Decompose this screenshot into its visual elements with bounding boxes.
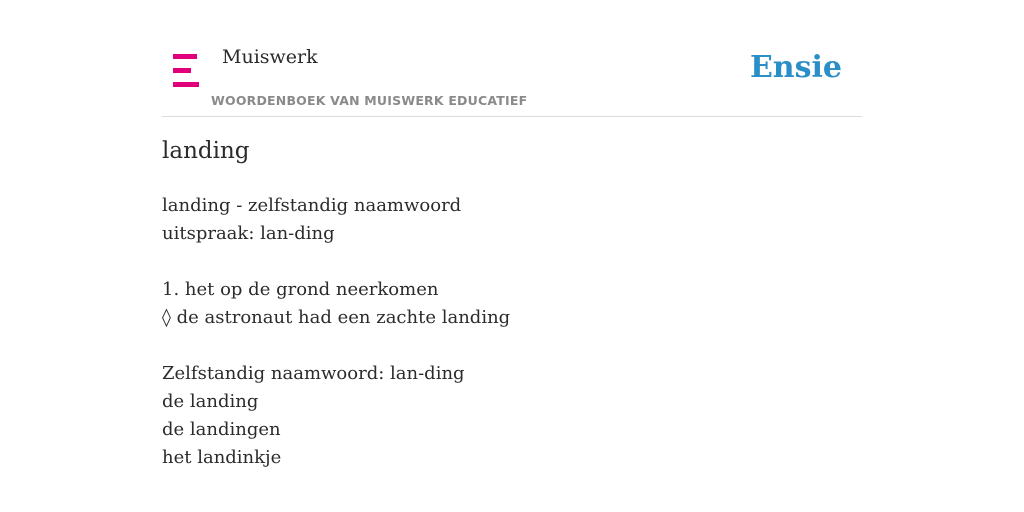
brand-name[interactable]: Muiswerk [222,46,318,68]
entry-line-headword: landing - zelfstandig naamwoord [162,195,462,216]
entry-title: landing [162,138,250,164]
entry-line-definition: 1. het op de grond neerkomen [162,279,439,300]
entry-line-singular: de landing [162,391,259,412]
entry-spacer [162,332,862,360]
brand-subtitle: WOORDENBOEK VAN MUISWERK EDUCATIEF [211,93,528,108]
entry-spacer [162,248,862,276]
entry-line-plural: de landingen [162,419,281,440]
entry-line-diminutive: het landinkje [162,447,282,468]
site-header [162,0,862,117]
entry-line-word-class: Zelfstandig naamwoord: lan-ding [162,363,465,384]
entry-body [162,192,862,472]
entry-line-pronunciation: uitspraak: lan-ding [162,223,335,244]
ensie-logo[interactable]: Ensie [749,50,842,85]
entry-line-example: ◊ de astronaut had een zachte landing [162,307,511,328]
muiswerk-logo-icon[interactable] [173,54,199,88]
